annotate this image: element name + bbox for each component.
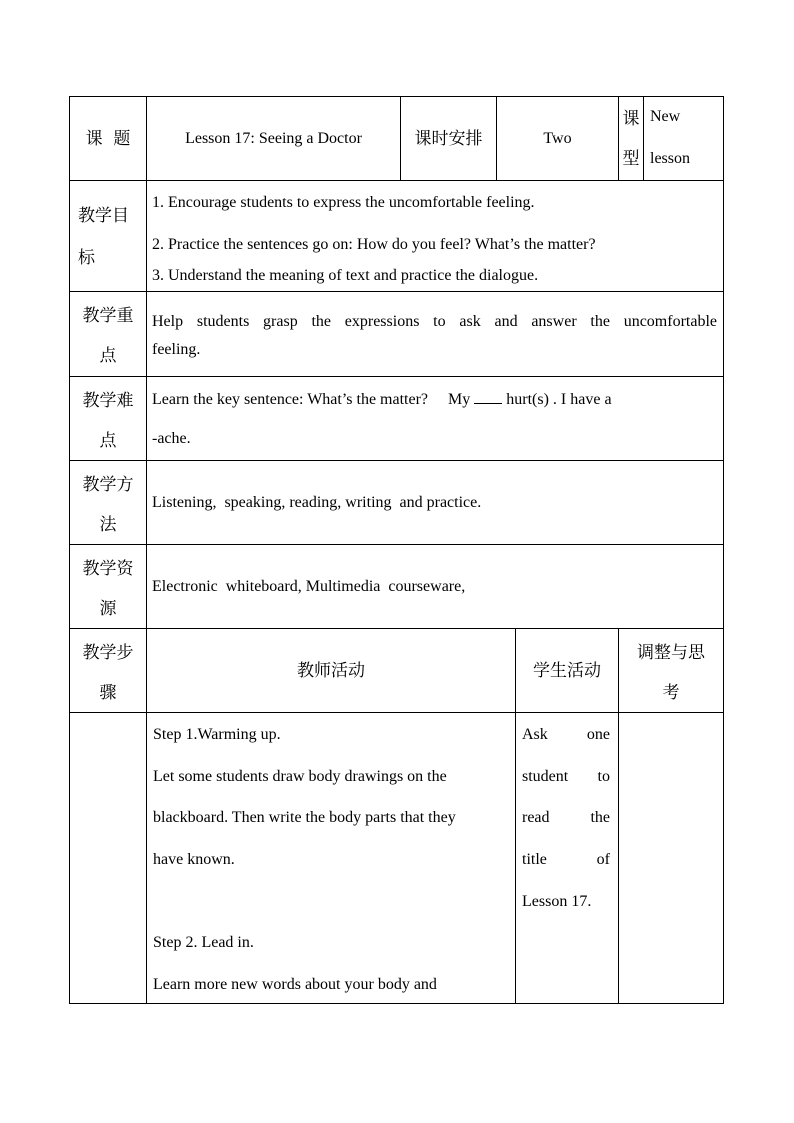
difficulties-line1	[152, 389, 612, 410]
difficulties-label-cell	[69, 376, 147, 461]
difficulties-label-line2: 点	[99, 431, 117, 451]
step1-line: blackboard. Then write the body parts that they	[153, 809, 456, 826]
student-word: the	[590, 809, 610, 826]
student-word: student	[522, 768, 569, 785]
student-activity-header: 学生活动	[533, 660, 601, 681]
step2-line: Learn more new words about your body and	[153, 976, 437, 993]
steps-label-line2: 骤	[99, 683, 117, 703]
step1-title: Step 1.Warming up.	[153, 726, 281, 743]
objectives-label-line2: 标	[78, 248, 95, 268]
objective-item: 1. Encourage students to express the uncomfortable feeling.	[152, 194, 535, 211]
teacher-activity-header-cell	[146, 628, 516, 713]
difficulties-content-cell	[146, 376, 724, 461]
key-points-content-cell	[146, 291, 724, 377]
objectives-label-cell	[69, 180, 147, 292]
step2-title: Step 2. Lead in.	[153, 934, 254, 951]
key-points-label-line1: 教学重	[82, 306, 134, 326]
methods-label-cell	[69, 460, 147, 545]
key-points-line1: Help students grasp the expressions to ask and answer the uncomfortable	[152, 313, 717, 330]
schedule-label: 课时安排	[414, 128, 483, 149]
student-word: one	[586, 726, 610, 743]
difficulties-text-part1: Learn the key sentence: What’s the matter? My	[152, 391, 471, 408]
step1-line: have known.	[153, 851, 235, 868]
objectives-content-cell	[146, 180, 724, 292]
difficulties-text-part2: hurt(s) . I have a	[506, 391, 612, 408]
topic-label: 课 题	[85, 128, 131, 149]
steps-label-cell	[69, 628, 147, 713]
steps-label-line1: 教学步	[82, 643, 134, 663]
reflection-header-line2: 考	[662, 683, 680, 703]
student-word: of	[596, 851, 610, 868]
student-word: to	[597, 768, 610, 785]
reflection-header-line1: 调整与思	[637, 643, 705, 663]
resources-text: Electronic whiteboard, Multimedia courseware,	[152, 578, 466, 595]
student-activity-cell	[515, 712, 619, 1004]
resources-label-line1: 教学资	[82, 559, 134, 579]
lesson-title: Lesson 17: Seeing a Doctor	[185, 129, 362, 147]
schedule-value: Two	[543, 129, 572, 147]
lesson-title-cell	[146, 96, 401, 181]
difficulties-line2: -ache.	[152, 430, 191, 447]
resources-label-cell	[69, 544, 147, 629]
type-value-cell	[643, 96, 724, 181]
teacher-activity-header: 教师活动	[297, 660, 365, 681]
methods-label-line2: 法	[99, 515, 117, 535]
type-label-cell	[618, 96, 644, 181]
teacher-activity-cell	[146, 712, 516, 1004]
objectives-label-line1: 教学目	[78, 206, 129, 226]
reflection-header-cell	[618, 628, 724, 713]
resources-label-line2: 源	[99, 599, 117, 619]
fill-in-blank	[474, 389, 502, 404]
schedule-label-cell	[400, 96, 497, 181]
objective-item: 2. Practice the sentences go on: How do you feel? What’s the matter?	[152, 236, 596, 253]
objective-item: 3. Understand the meaning of text and practice the dialogue.	[152, 267, 539, 284]
student-activity-header-cell	[515, 628, 619, 713]
type-label-line2: 型	[622, 149, 640, 169]
schedule-value-cell	[496, 96, 619, 181]
topic-label-cell	[69, 96, 147, 181]
type-value-line1: New	[650, 108, 681, 125]
type-value-line2: lesson	[650, 150, 690, 167]
methods-label-line1: 教学方	[82, 475, 134, 495]
step1-line: Let some students draw body drawings on the	[153, 768, 447, 785]
key-points-label-cell	[69, 291, 147, 377]
key-points-label-line2: 点	[99, 346, 117, 366]
difficulties-label-line1: 教学难	[82, 391, 134, 411]
student-word: title	[522, 851, 547, 868]
key-points-line2: feeling.	[152, 341, 201, 358]
methods-text: Listening, speaking, reading, writing and practice.	[152, 494, 482, 511]
type-label-line1: 课	[622, 109, 640, 129]
steps-empty-cell	[69, 712, 147, 1004]
student-line: Lesson 17.	[522, 893, 592, 910]
reflection-cell	[618, 712, 724, 1004]
resources-content-cell	[146, 544, 724, 629]
student-word: Ask	[522, 726, 548, 743]
methods-content-cell	[146, 460, 724, 545]
student-word: read	[522, 809, 550, 826]
